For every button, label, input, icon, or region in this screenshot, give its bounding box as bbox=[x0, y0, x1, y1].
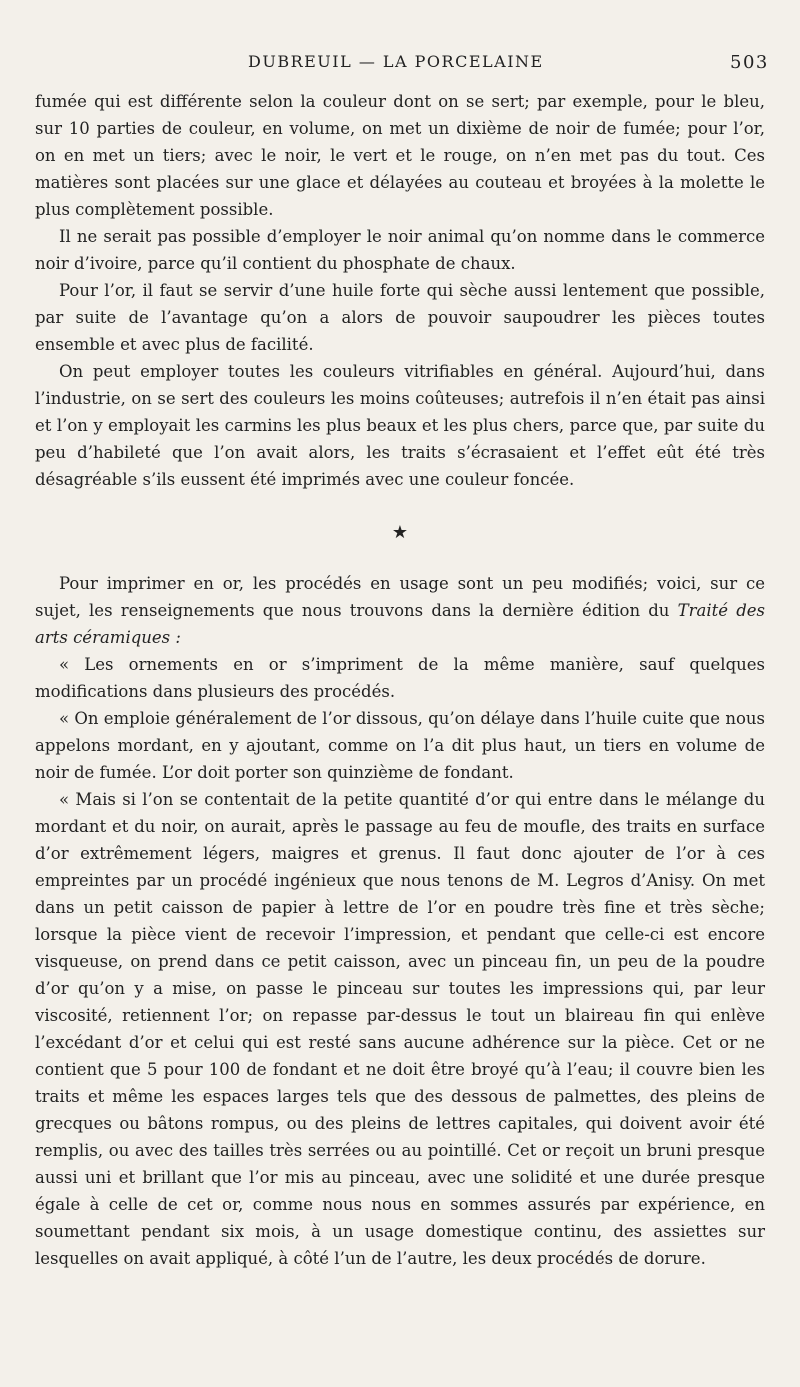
quote-paragraph: « Mais si l’on se contentait de la petite quantité d’or qui entre dans le mélange du mordant et du noir, on aurait, après le passage au feu de moufle, des traits en surface d’or extrêmement légers, maigres et grenus. Il faut donc ajouter de l’or à ces empreintes par un procédé ingénieux que nous tenons de M. Legros d’Anisy. On met dans un petit caisson de papier à lettre de l’or en poudre très fine et très sèche; lorsque la pièce vient de recevoir l’impression, et pendant que celle-ci est encore visqueuse, on prend dans ce petit caisson, avec un pinceau fin, un peu de la poudre d’or qu’on y a mise, on passe le pinceau sur toutes les impressions qui, par leur viscosité, retiennent l’or; on repasse par-dessus le tout un blaireau fin qui enlève l’excédant d’or et celui qui est resté sans aucune adhérence sur la pièce. Cet or ne contient que 5 pour 100 de fondant et ne doit être broyé qu’à l’eau; il couvre bien les traits et même les espaces larges tels que des dessous de palmettes, des pleins de grecques ou bâtons rompus, ou des pleins de lettres capitales, qui doivent avoir été remplis, ou avec des tailles très serrées ou au pointillé. Cet or reçoit un bruni presque aussi uni et brillant que l’or mis au pinceau, avec une solidité et une durée presque égale à celle de cet or, comme nous nous en sommes assurés par expérience, en soumettant pendant six mois, à un usage domestique continu, des assiettes sur lesquelles on avait appliqué, à côté l’un de l’autre, les deux procédés de dorure. bbox=[35, 790, 765, 1268]
page-number: 503 bbox=[730, 52, 769, 73]
quote-paragraph: « On emploie généralement de l’or dissous, qu’on délaye dans l’huile cuite que nous appelons mordant, en y ajoutant, comme on l’a dit plus haut, un tiers en volume de noir de fumée. L’or doit porter son quinzième de fondant. bbox=[35, 709, 765, 782]
quote-paragraph: « Les ornements en or s’impriment de la même manière, sauf quelques modifications dans plusieurs des procédés. bbox=[35, 655, 765, 701]
paragraph: Il ne serait pas possible d’employer le noir animal qu’on nomme dans le commerce noir d’ivoire, parce qu’il contient du phosphate de chaux. bbox=[35, 227, 765, 273]
paragraph: On peut employer toutes les couleurs vitrifiables en général. Aujourd’hui, dans l’industrie, on se sert des couleurs les moins coûteuses; autrefois il n’en était pas ainsi et l’on y employait les carmins les plus beaux et les plus chers, parce que, par suite du peu d’habileté que l’on avait alors, les traits s’écrasaient et l’effet eût été très désagréable s’ils eussent été imprimés avec une couleur foncée. bbox=[35, 362, 765, 489]
running-title: DUBREUIL — LA PORCELAINE bbox=[248, 52, 544, 71]
paragraph bbox=[35, 570, 765, 651]
page-header bbox=[0, 52, 800, 76]
section-separator-star: ★ bbox=[391, 522, 409, 543]
intro-text: Pour imprimer en or, les procédés en usage sont un peu modifiés; voici, sur ce sujet, les renseignements que nous trouvons dans la dernière édition du bbox=[35, 574, 765, 620]
book-title-italic: Traité des arts céramiques : bbox=[35, 601, 765, 647]
body-text bbox=[35, 88, 765, 1272]
paragraph: Pour l’or, il faut se servir d’une huile forte qui sèche aussi lentement que possible, par suite de l’avantage qu’on a alors de pouvoir saupoudrer les pièces toutes ensemble et avec plus de facilité. bbox=[35, 281, 765, 354]
paragraph: fumée qui est différente selon la couleur dont on se sert; par exemple, pour le bleu, sur 10 parties de couleur, en volume, on met un dixième de noir de fumée; pour l’or, on en met un tiers; avec le noir, le vert et le rouge, on n’en met pas du tout. Ces matières sont placées sur une glace et délayées au couteau et broyées à la molette le plus complètement possible. bbox=[35, 92, 765, 219]
